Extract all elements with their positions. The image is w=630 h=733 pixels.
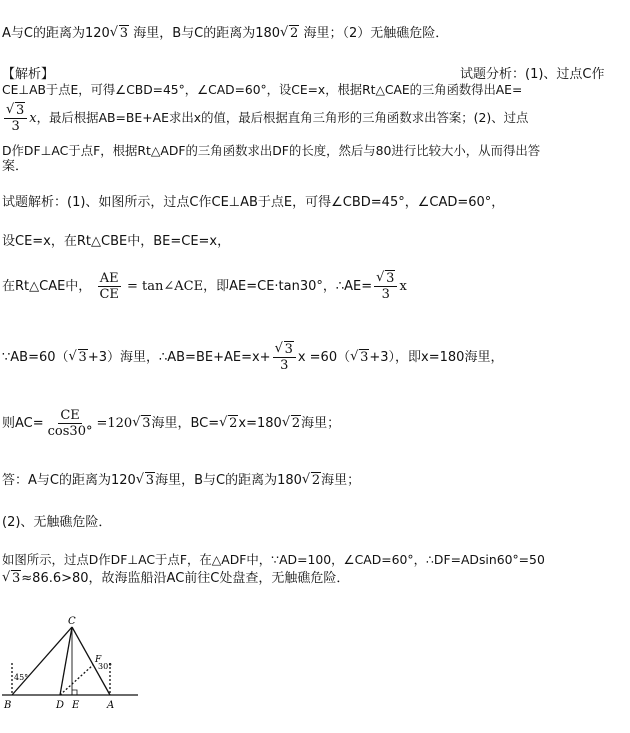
angle-a-label: 30° [98,662,113,671]
segment-bc [12,627,72,695]
answer-text-a: A与C的距离为120 [2,26,110,41]
solution-answer: 答：A与C的距离为120√ 3海里，B与C的距离为180√ 2海里； [2,473,360,489]
sqrt-3: √ 3 [110,26,129,42]
analysis-heading: 【解析】 [2,67,55,82]
geometry-figure [0,613,150,713]
solution-part-2-line-1: 如图所示，过点D作DF⊥AC于点F，在△ADF中，∵AD=100，∠CAD=60°，∴DF=ADsin60°=50 [2,552,545,567]
answer-text-c: 海里；（2）无触礁危险． [299,26,449,41]
label-d: D [56,700,65,711]
analysis-line-2: √ $\frac{3}{3}$ x，最后根据AB=BE+AE求出x的值，最后根据直角三角形的三角函数求出答案；(2)、过点 [2,103,528,134]
analysis-line-4: 案． [2,159,29,174]
solution-line-4: ∵AB=60（√ 3+3）海里，∴AB=BE+AE=x+ √ $\frac{3}{3}$ x =60（√ 3+3），即x=180海里， [2,342,503,373]
fraction-ae-ce: $\frac{AE}{CE}$ [99,271,119,302]
label-f: F [95,655,102,665]
solution-part-2-line-2: √ 3≈86.6>80，故海监船沿AC前往C处盘查，无触礁危险． [2,571,349,587]
analysis-line-1: CE⊥AB于点E，可得∠CBD=45°，∠CAD=60°，设CE=x，根据Rt△CAE的三角函数得出AE= [2,83,523,97]
fraction-sqrt3-over-3: √ $\frac{3}{3}$ [4,103,27,134]
solution-line-2: 设CE=x，在Rt△CBE中，BE=CE=x， [2,234,231,249]
angle-b-label: 45° [14,673,29,682]
solution-part-2: (2)、无触礁危险． [2,515,112,530]
fraction-ce-cos30: $\frac{CE}{\cos 30^\circ}$ [47,408,93,439]
solution-line-3: 在Rt△CAE中， $\frac{AE}{CE}$ = tan∠ACE，即AE=CE·tan30°，∴AE= √ $\frac{3}{3}$ x [2,271,407,302]
right-angle-mark [72,690,77,695]
analysis-right-head: 试题分析：(1)、过点C作 [460,67,605,82]
answer-text-b: 海里，B与C的距离为180 [129,26,281,41]
solution-line-5: 则AC= $\frac{CE}{\cos 30^\circ}$ =120√ 3海里，BC=√ 2x=180√ 2海里； [2,408,340,439]
solution-line-1: 试题解析：(1)、如图所示，过点C作CE⊥AB于点E，可得∠CBD=45°，∠CAD=60°， [2,195,505,210]
segment-dc [60,627,72,695]
label-a: A [107,700,115,711]
label-e: E [72,700,80,711]
segment-ca [72,627,113,695]
analysis-line-3: D作DF⊥AC于点F，根据Rt△ADF的三角函数求出DF的长度，然后与80进行比较大小，从而得出答 [2,143,541,158]
fraction-sqrt3-over-3-b: √ $\frac{3}{3}$ [374,271,397,302]
label-c: C [68,616,76,627]
label-b: B [4,700,12,711]
sqrt-2: √ 2 [280,26,299,42]
answer-line [2,26,448,42]
